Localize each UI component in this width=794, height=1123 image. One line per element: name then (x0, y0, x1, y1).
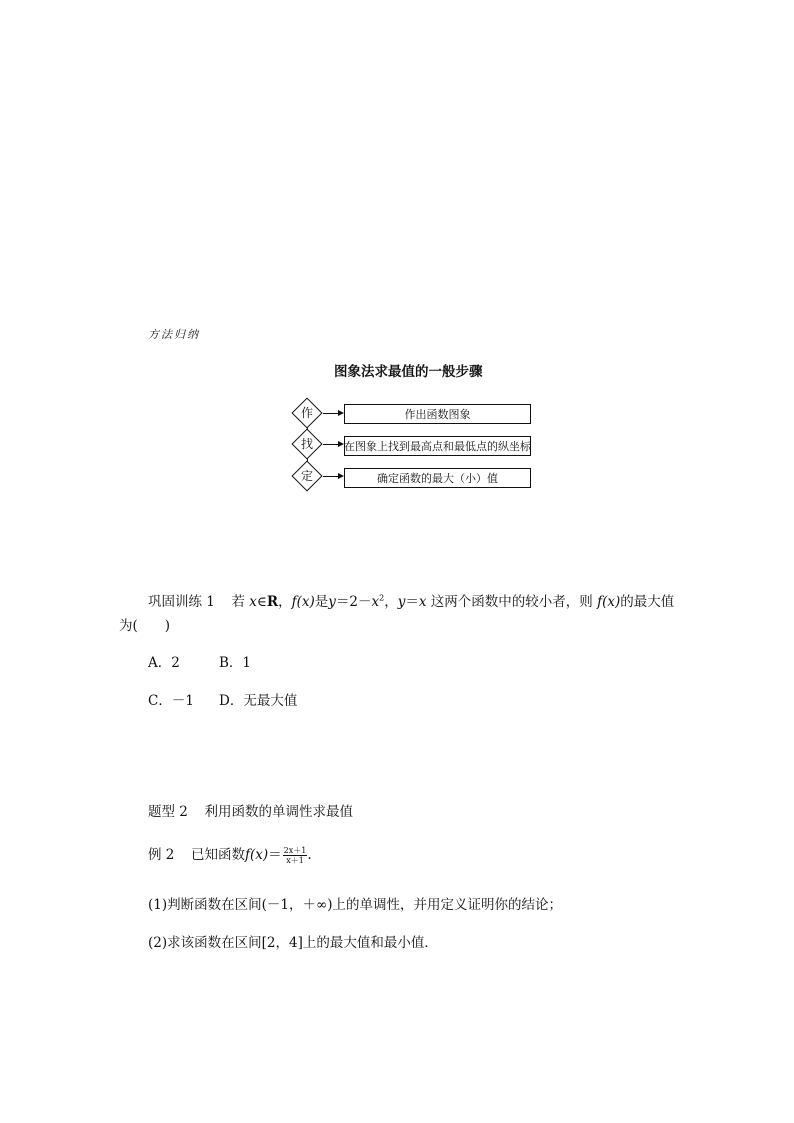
flow-arrow-1 (323, 413, 339, 414)
example-part1: (1)判断函数在区间(－1，＋∞)上的单调性，并用定义证明你的结论； (148, 897, 562, 913)
fraction-denominator: x＋1 (286, 856, 304, 865)
flow-key-1: 作 (300, 406, 313, 420)
topic-title: 利用函数的单调性求最值 (204, 804, 353, 820)
flow-box-1: 作出函数图象 (344, 404, 531, 424)
flow-key-2: 找 (300, 437, 313, 451)
flow-key-3: 定 (300, 469, 313, 483)
option-a: A．2 (148, 655, 180, 671)
exercise-question-line1: 巩固训练 1 若 x∈R，f(x)是$y=2-x^2$，y＝x 这两个函数中的较小者，则 f(x)的最大值 (148, 593, 675, 610)
topic-heading (148, 800, 353, 820)
option-b: B．1 (219, 655, 252, 671)
flow-box-3: 确定函数的最大（小）值 (344, 468, 531, 488)
exercise-question-line2: 为( ) (119, 618, 171, 634)
option-c: C．－1 (148, 693, 194, 709)
method-title: 图象法求最值的一般步骤 (334, 364, 483, 380)
exercise-label: 巩固训练 1 (148, 594, 215, 610)
option-d: D．无最大值 (219, 693, 298, 709)
flow-arrow-2 (323, 444, 339, 445)
example-label: 例 2 (148, 847, 175, 863)
fraction-numerator: 2x＋1 (283, 846, 307, 855)
section-label: 方法归纳 (148, 328, 200, 341)
example-statement: 例 2 已知函数f(x)＝ $\frac{2x+1}{x+1}$ . (148, 846, 312, 865)
flow-arrow-3 (323, 476, 339, 477)
flow-box-2: 在图象上找到最高点和最低点的纵坐标 (344, 436, 531, 456)
example-part2: (2)求该函数在区间[2，4]上的最大值和最小值． (148, 935, 438, 951)
topic-label: 题型 2 (148, 804, 188, 820)
fraction (283, 846, 308, 865)
